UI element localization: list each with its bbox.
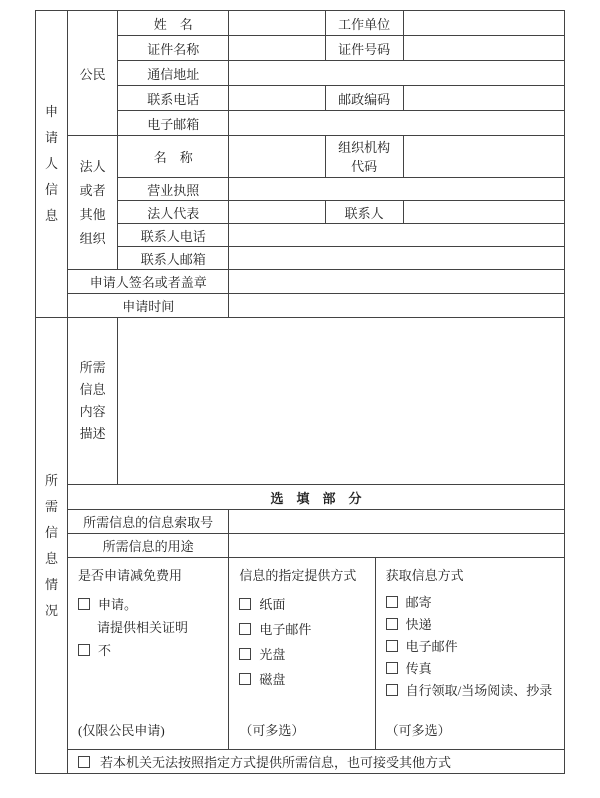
applicant-section-cell xyxy=(36,11,68,318)
id-type-field[interactable] xyxy=(229,36,325,61)
phone-field[interactable] xyxy=(229,86,325,111)
org-group-label: 法人或者其他组织 xyxy=(79,158,106,246)
work-unit-field[interactable] xyxy=(403,11,564,36)
checkbox-icon[interactable] xyxy=(239,623,251,635)
checkbox-icon[interactable] xyxy=(386,640,398,652)
checkbox-icon[interactable] xyxy=(386,596,398,608)
org-code-label: 组织机构代码 xyxy=(325,136,403,178)
provide-option-disk[interactable]: 磁盘 xyxy=(239,671,365,688)
contact-phone-field[interactable] xyxy=(229,224,565,247)
obtain-option-fax[interactable]: 传真 xyxy=(386,661,555,677)
obtain-option-self-pickup[interactable]: 自行领取/当场阅读、抄录 xyxy=(386,683,555,699)
id-number-field[interactable] xyxy=(403,36,564,61)
fee-waiver-cell xyxy=(68,558,229,750)
org-name-field[interactable] xyxy=(229,136,325,178)
contact-person-label: 联系人 xyxy=(325,201,403,224)
checkbox-icon[interactable] xyxy=(78,644,90,656)
business-license-label: 营业执照 xyxy=(118,178,229,201)
info-section-cell xyxy=(36,318,68,774)
signature-label: 申请人签名或者盖章 xyxy=(68,270,229,294)
index-number-field[interactable] xyxy=(229,510,565,534)
applicant-table xyxy=(35,10,565,318)
checkbox-icon[interactable] xyxy=(239,648,251,660)
purpose-label: 所需信息的用途 xyxy=(68,534,229,558)
obtain-option-email[interactable]: 电子邮件 xyxy=(386,639,555,655)
signature-field[interactable] xyxy=(229,270,565,294)
fee-waiver-option-apply[interactable]: 申请。 xyxy=(78,596,219,613)
checkbox-icon[interactable] xyxy=(386,618,398,630)
obtain-method-cell xyxy=(375,558,564,750)
work-unit-label: 工作单位 xyxy=(325,11,403,36)
contact-phone-label: 联系人电话 xyxy=(118,224,229,247)
org-code-field[interactable] xyxy=(403,136,564,178)
provide-method-title: 信息的指定提供方式 xyxy=(239,568,357,583)
legal-rep-label: 法人代表 xyxy=(118,201,229,224)
org-group-cell xyxy=(68,136,118,270)
checkbox-icon[interactable] xyxy=(78,756,90,768)
fee-waiver-footnote: (仅限公民申请) xyxy=(78,723,165,738)
contact-person-field[interactable] xyxy=(403,201,564,224)
provide-option-paper[interactable]: 纸面 xyxy=(239,596,365,613)
checkbox-icon[interactable] xyxy=(239,598,251,610)
obtain-option-express[interactable]: 快递 xyxy=(386,617,555,633)
citizen-group-cell xyxy=(68,11,118,136)
info-section-label: 所需信息情况 xyxy=(45,472,59,618)
description-label: 所需信息内容描述 xyxy=(79,360,106,441)
name-field[interactable] xyxy=(229,11,325,36)
checkbox-icon[interactable] xyxy=(78,598,90,610)
applicant-section-label: 申请人信息 xyxy=(45,104,59,223)
apply-time-field[interactable] xyxy=(229,294,565,318)
optional-part-title: 选 填 部 分 xyxy=(68,485,565,510)
provide-option-email[interactable]: 电子邮件 xyxy=(239,621,365,638)
mail-address-label: 通信地址 xyxy=(118,61,229,86)
phone-label: 联系电话 xyxy=(118,86,229,111)
apply-time-label: 申请时间 xyxy=(68,294,229,318)
checkbox-icon[interactable] xyxy=(386,662,398,674)
provide-option-cd[interactable]: 光盘 xyxy=(239,646,365,663)
id-number-label: 证件号码 xyxy=(325,36,403,61)
checkbox-icon[interactable] xyxy=(239,673,251,685)
info-table xyxy=(35,317,565,774)
email-label: 电子邮箱 xyxy=(118,111,229,136)
contact-email-field[interactable] xyxy=(229,247,565,270)
description-label-cell xyxy=(68,318,118,485)
contact-email-label: 联系人邮箱 xyxy=(118,247,229,270)
obtain-option-mail[interactable]: 邮寄 xyxy=(386,595,555,611)
email-field[interactable] xyxy=(229,111,565,136)
business-license-field[interactable] xyxy=(229,178,565,201)
other-method-note-row[interactable] xyxy=(68,750,565,774)
obtain-method-title: 获取信息方式 xyxy=(385,568,464,583)
postal-code-field[interactable] xyxy=(403,86,564,111)
obtain-method-footnote: （可多选） xyxy=(385,723,451,738)
fee-waiver-option-note: 请提供相关证明 xyxy=(97,620,189,635)
legal-rep-field[interactable] xyxy=(229,201,325,224)
other-method-note: 若本机关无法按照指定方式提供所需信息，也可接受其他方式 xyxy=(100,755,452,770)
mail-address-field[interactable] xyxy=(229,61,565,86)
provide-method-footnote: （可多选） xyxy=(239,723,305,738)
citizen-group-label: 公民 xyxy=(79,66,106,82)
org-name-label: 名 称 xyxy=(118,136,229,178)
purpose-field[interactable] xyxy=(229,534,565,558)
fee-waiver-option-no[interactable]: 不 xyxy=(78,642,219,659)
provide-method-cell xyxy=(229,558,375,750)
checkbox-icon[interactable] xyxy=(386,684,398,696)
id-type-label: 证件名称 xyxy=(118,36,229,61)
description-field[interactable] xyxy=(118,318,565,485)
name-label: 姓 名 xyxy=(118,11,229,36)
fee-waiver-title: 是否申请减免费用 xyxy=(78,568,183,583)
index-number-label: 所需信息的信息索取号 xyxy=(68,510,229,534)
postal-code-label: 邮政编码 xyxy=(325,86,403,111)
